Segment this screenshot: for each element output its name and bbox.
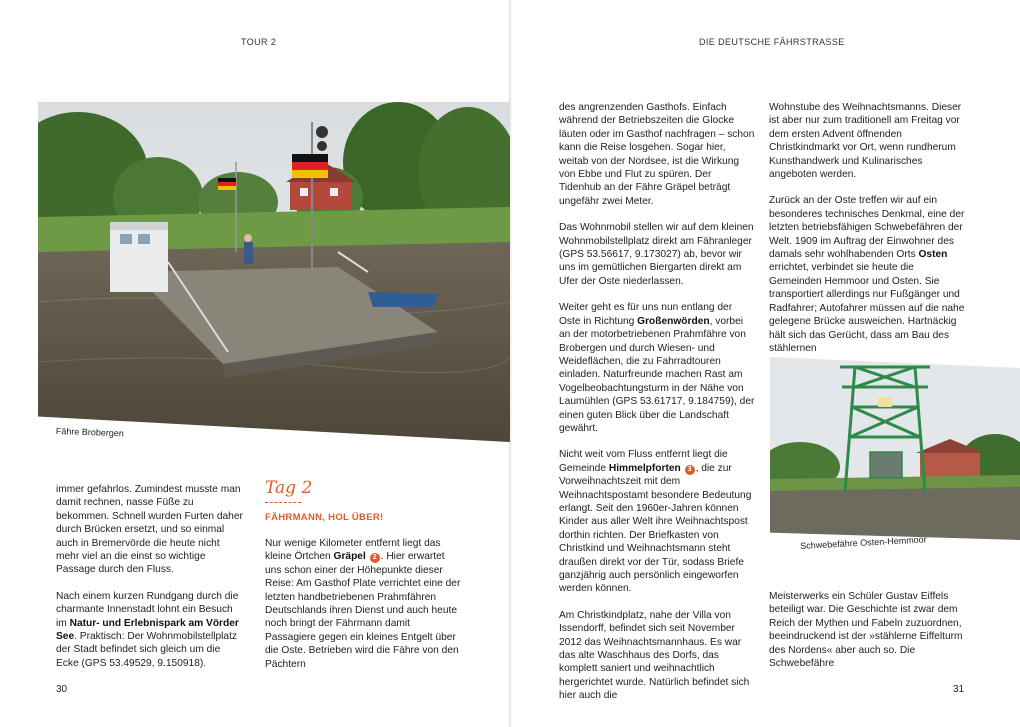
ferry-photo-illustration (38, 102, 510, 442)
col2-p1-bold: Gräpel (333, 551, 366, 563)
transporter-bridge-photo (770, 357, 1020, 540)
col3-p3-text-c: , vorbei an der motorbetriebenen Prahmfähre von Brobergen und durch Wiesen- und Weideflächen, die zu Fahrradtouren einladen. Naturfreunde machen Rast am Vogelbeobachtungsturm in der Nähe von Laumühlen (GPS 53.61717, 9.184759), der einen guten Blick über die Landschaft gewährt. (559, 315, 755, 434)
col1-paragraph-2 (56, 590, 244, 670)
col3-paragraph-3 (559, 301, 755, 435)
running-head-right: DIE DEUTSCHE FÄHRSTRASSE (699, 37, 845, 47)
col2-p1-text-c: . Hier erwartet uns schon einer der Höhepunkte dieser Reise: Am Gasthof Plate verrichtet eine der letzten handbetriebenen Prahmfähren Deutschlands ihren Dienst und auch heute noch bringt der Fährmann damit Passagiere gegen ein kleines Entgelt über die Oste. Betrieben wird die Fähre von den Pächtern (265, 551, 461, 670)
page-number-right: 31 (953, 684, 965, 695)
map-marker-icon: 2 (370, 553, 380, 563)
col4-paragraph-1: Wohnstube des Weihnachtsmanns. Dieser ist aber nur zum traditionell am Freitag vor dem ersten Advent öffnenden Christkindmarkt vor Ort, wenn rundherum Kunsthandwerk und Kulinarisches angeboten werden. (769, 102, 962, 181)
col4-paragraph-2 (769, 194, 965, 355)
col1-p2-text-c: . Praktisch: Der Wohnmobilstellplatz der Stadt befindet sich gleich um die Ecke (GPS 53.49529, 9.150918). (56, 631, 238, 669)
text-column-3 (559, 101, 755, 716)
col3-paragraph-5: Am Christkindplatz, nahe der Villa von Issendorff, befindet sich seit November 2012 das Weihnachtsmannhaus. Es war das alte Waschhaus des Dorfs, das komplett saniert und weihnachtlich hergerichtet wurde. Natürlich befindet sich hier auch die (559, 609, 750, 702)
day-tag-rule (265, 502, 301, 503)
running-head-left: TOUR 2 (241, 37, 277, 47)
col2-p1-text-a: Nur wenige Kilometer entfernt liegt das kleine Örtchen (265, 538, 441, 563)
col3-p4-bold: Himmelpforten (608, 462, 681, 474)
col3-p4-text-c: , die zur Vorweihnachtszeit mit dem Weihnachtspostamt besondere Bedeutung erlangt. Seit den 1960er-Jahren können Kinder aus aller Welt ihre Weihnachtspost dorthin richten. Der Briefkasten von Christkind und Weihnachtsmann steht draußen direkt vor der Tür, sodass Briefe ganzjährig auch persönlich eingeworfen werden können. (559, 462, 752, 595)
col4-p2-text-c: errichtet, verbindet sie heute die Gemeinden Hemmoor und Osten. Sie transportiert allerdings nur Fußgänger und Radfahrer; Autofahrer müssen auf die nahe gelegene Brücke ausweichen. Hartnäckig hält sich das Gerücht, dass am Bau des stählernen (769, 262, 965, 354)
map-marker-icon: 3 (685, 465, 695, 475)
text-column-2 (265, 537, 461, 684)
page-number-left: 30 (56, 684, 68, 695)
col3-p4-text-a: Nicht weit vom Fluss entfernt liegt die Gemeinde (559, 449, 728, 474)
col3-paragraph-4 (559, 448, 755, 595)
text-column-4 (769, 101, 965, 368)
ferry-photo (38, 102, 510, 442)
col3-paragraph-1: des angrenzenden Gasthofs. Einfach während der Betriebszeiten die Glocke läuten oder im Gasthof nachfragen – schon kann die Reise losgehen. Sogar hier, weitab von der Nordsee, ist die Wirkung von Ebbe und Flut zu spüren. Der Tidenhub an der Fähre Gräpel beträgt ungefähr zwei Meter. (559, 102, 755, 207)
col4-p2-text-a: Zurück an der Oste treffen wir auf ein besonderes technisches Denkmal, eine der letzten betriebsfähigen Schwebefähren der Welt. 1909 im Auftrag der Einwohner des damals sehr wohlhabenden Orts (769, 195, 965, 261)
section-heading: FÄHRMANN, HOL ÜBER! (265, 512, 384, 523)
col4-p2-bold: Osten (918, 249, 948, 261)
transporter-photo-caption: Schwebefähre Osten-Hemmoor (800, 534, 927, 551)
ferry-photo-caption: Fähre Brobergen (55, 426, 125, 439)
col1-p2-bold: Natur- und Erlebnispark am Vörder See (56, 617, 239, 643)
col2-paragraph-1 (265, 537, 461, 671)
day-tag-label: Tag 2 (265, 478, 313, 498)
col3-paragraph-2: Das Wohnmobil stellen wir auf dem kleinen Wohnmobilstellplatz direkt am Fähranleger (GPS 53.56617, 9.173027) ab, bevor wir uns im gemütlichen Biergarten direkt am Ufer der Oste niederlassen. (559, 222, 754, 287)
transporter-bridge-illustration (770, 357, 1020, 540)
col1-paragraph-1: immer gefahrlos. Zumindest musste man damit rechnen, nasse Füße zu bekommen. Schnell wurden Furten daher durch Brücken ersetzt, und so einmal auch in Bremervörde die heute nicht mehr viel an die einst so wichtige Passage durch den Fluss. (56, 484, 243, 576)
col1-p2-text-a: Nach einem kurzen Rundgang durch die charmante Innenstadt lohnt ein Besuch im (56, 590, 239, 629)
col4-paragraph-3: Meisterwerks ein Schüler Gustav Eiffels beteiligt war. Die Geschichte ist zwar dem Reich der Mythen und Fabeln zuzuordnen, beeindruckend ist der »stählerne Eiffelturm des Nordens« aber auch so. Die Schwebefähre (769, 591, 963, 670)
col3-p3-bold: Großenwörden (637, 315, 710, 327)
text-column-1 (56, 483, 244, 683)
col3-p3-text-a: Weiter geht es für uns nun entlang der Oste in Richtung (559, 302, 733, 327)
text-column-4-bottom (769, 590, 965, 683)
